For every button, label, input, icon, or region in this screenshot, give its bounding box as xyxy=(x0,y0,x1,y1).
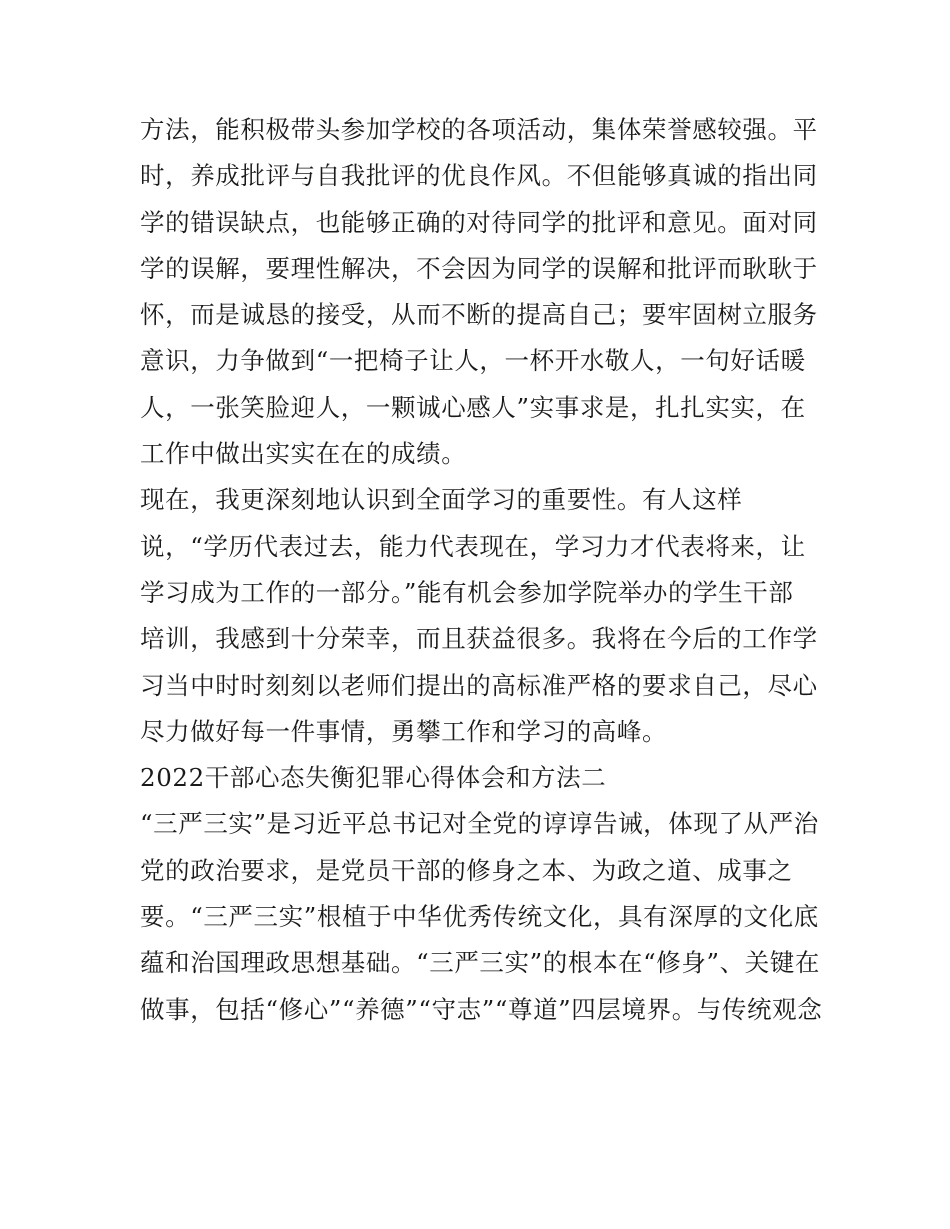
text-line: 怀，而是诚恳的接受，从而不断的提高自己；要牢固树立服务 xyxy=(140,300,818,330)
text-line: 蕴和治国理政思想基础。“三严三实”的根本在“修身”、关键在 xyxy=(140,948,820,978)
text-line: “三严三实”是习近平总书记对全党的谆谆告诫，体现了从严治 xyxy=(140,809,819,839)
text-line: 要。“三严三实”根植于中华优秀传统文化，具有深厚的文化底 xyxy=(140,902,819,932)
text-line: 习当中时时刻刻以老师们提出的高标准严格的要求自己，尽心 xyxy=(140,670,818,700)
section-heading: 2022干部心态失衡犯罪心得体会和方法二 xyxy=(140,763,607,793)
text-line: 培训，我感到十分荣幸，而且获益很多。我将在今后的工作学 xyxy=(140,624,818,654)
text-line: 现在，我更深刻地认识到全面学习的重要性。有人这样 xyxy=(140,485,743,515)
text-line: 工作中做出实实在在的成绩。 xyxy=(140,439,467,469)
text-line: 尽力做好每一件事情，勇攀工作和学习的高峰。 xyxy=(140,716,668,746)
text-line: 党的政治要求，是党员干部的修身之本、为政之道、成事之 xyxy=(140,855,793,885)
text-line: 意识，力争做到“一把椅子让人，一杯开水敬人，一句好话暖 xyxy=(140,346,806,376)
text-line: 学的误解，要理性解决，不会因为同学的误解和批评而耿耿于 xyxy=(140,253,818,283)
text-line: 学习成为工作的一部分。”能有机会参加学院举办的学生干部 xyxy=(140,577,794,607)
text-line: 人，一张笑脸迎人，一颗诚心感人”实事求是，扎扎实实，在 xyxy=(140,392,806,422)
text-line: 说，“学历代表过去，能力代表现在，学习力才代表将来，让 xyxy=(140,531,806,561)
document-body xyxy=(140,107,823,1033)
text-line: 时，养成批评与自我批评的优良作风。不但能够真诚的指出同 xyxy=(140,161,818,191)
text-line: 方法，能积极带头参加学校的各项活动，集体荣誉感较强。平 xyxy=(140,115,818,144)
text-line: 学的错误缺点，也能够正确的对待同学的批评和意见。面对同 xyxy=(140,207,818,237)
text-line: 做事，包括“修心”“养德”“守志”“尊道”四层境界。与传统观念 xyxy=(140,994,823,1024)
